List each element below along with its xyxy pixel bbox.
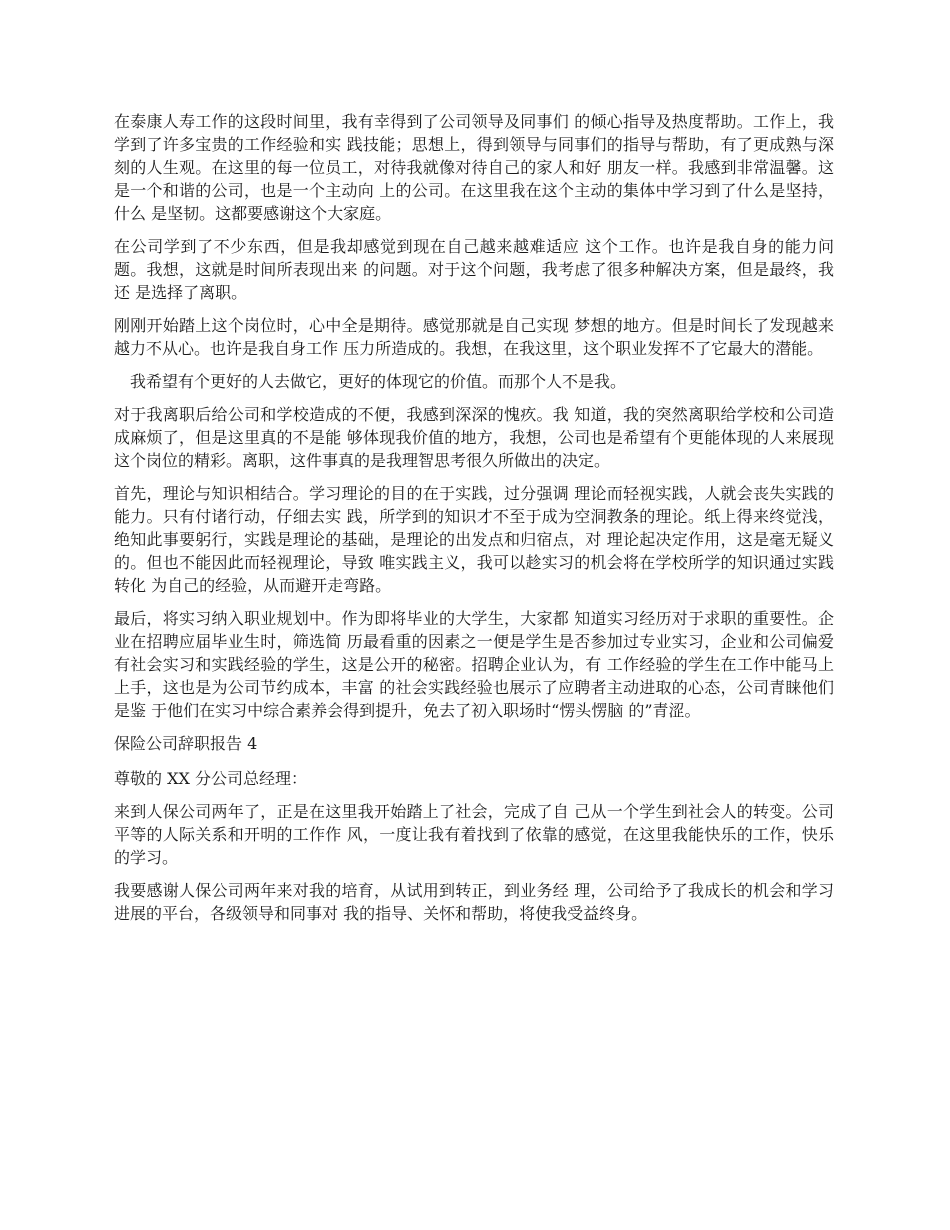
paragraph-thanks: 我要感谢人保公司两年来对我的培育，从试用到转正，到业务经 理，公司给予了我成长的机会和学习进展的平台，各级领导和同事对 我的指导、关怀和帮助，将使我受益终身。 xyxy=(114,881,834,923)
paragraph-expectation: 刚刚开始踏上这个岗位时，心中全是期待。感觉那就是自己实现 梦想的地方。但是时间长了发现越来越力不从心。也许是我自身工作 压力所造成的。我想，在我这里，这个职业发挥不了它最大的潜能。 xyxy=(114,316,834,358)
paragraph-adaptation: 在公司学到了不少东西，但是我却感觉到现在自己越来越难适应 这个工作。也许是我自身的能力问题。我想，这就是时间所表现出来 的问题。对于这个问题，我考虑了很多种解决方案，但是最终，我还 是选择了离职。 xyxy=(114,237,834,302)
section-title: 保险公司辞职报告 4 xyxy=(114,734,258,753)
paragraph-career-planning: 最后，将实习纳入职业规划中。作为即将毕业的大学生，大家都 知道实习经历对于求职的重要性。企业在招聘应届毕业生时，筛选简 历最看重的因素之一便是学生是否参加过专业实习，企业和公司偏爱 有社会实习和实践经验的学生，这是公开的秘密。招聘企业认为，有 工作经验的学生在工作中能马上上手，这也是为公司节约成本，丰富 的社会实践经验也展示了应聘者主动进取的心态，公司青睐他们是鉴 于他们在实习中综合素养会得到提升，免去了初入职场时“愣头愣脑 的”青涩。 xyxy=(114,609,834,720)
paragraph-two-years: 来到人保公司两年了，正是在这里我开始踏上了社会，完成了自 己从一个学生到社会人的转变。公司平等的人际关系和开明的工作作 风，一度让我有着找到了依靠的感觉，在这里我能快乐的工作，快乐 的学习。 xyxy=(114,802,834,867)
salutation: 尊敬的 XX 分公司总经理： xyxy=(114,769,307,788)
paragraph-apology: 对于我离职后给公司和学校造成的不便，我感到深深的愧疚。我 知道，我的突然离职给学校和公司造成麻烦了，但是这里真的不是能 够体现我价值的地方，我想，公司也是希望有个更能体现的人来展现 这个岗位的精彩。离职，这件事真的是我理智思考很久所做出的决定。 xyxy=(114,405,834,470)
paragraph-better-person: 我希望有个更好的人去做它，更好的体现它的价值。而那个人不是我。 xyxy=(130,372,627,391)
paragraph-theory-practice: 首先，理论与知识相结合。学习理论的目的在于实践，过分强调 理论而轻视实践，人就会丧失实践的能力。只有付诸行动，仔细去实 践，所学到的知识才不至于成为空洞教条的理论。纸上得来终觉浅， 绝知此事要躬行，实践是理论的基础，是理论的出发点和归宿点，对 理论起决定作用，这是毫无疑义的。但也不能因此而轻视理论，导致 唯实践主义，我可以趁实习的机会将在学校所学的知识通过实践转化 为自己的经验，从而避开走弯路。 xyxy=(114,484,834,595)
document-page xyxy=(114,110,834,935)
paragraph-gratitude: 在泰康人寿工作的这段时间里，我有幸得到了公司领导及同事们 的倾心指导及热度帮助。工作上，我学到了许多宝贵的工作经验和实 践技能；思想上，得到领导与同事们的指导与帮助，有了更成熟与深 刻的人生观。在这里的每一位员工，对待我就像对待自己的家人和好 朋友一样。我感到非常温馨。这是一个和谐的公司，也是一个主动向 上的公司。在这里我在这个主动的集体中学习到了什么是坚持，什么 是坚韧。这都要感谢这个大家庭。 xyxy=(114,112,834,223)
